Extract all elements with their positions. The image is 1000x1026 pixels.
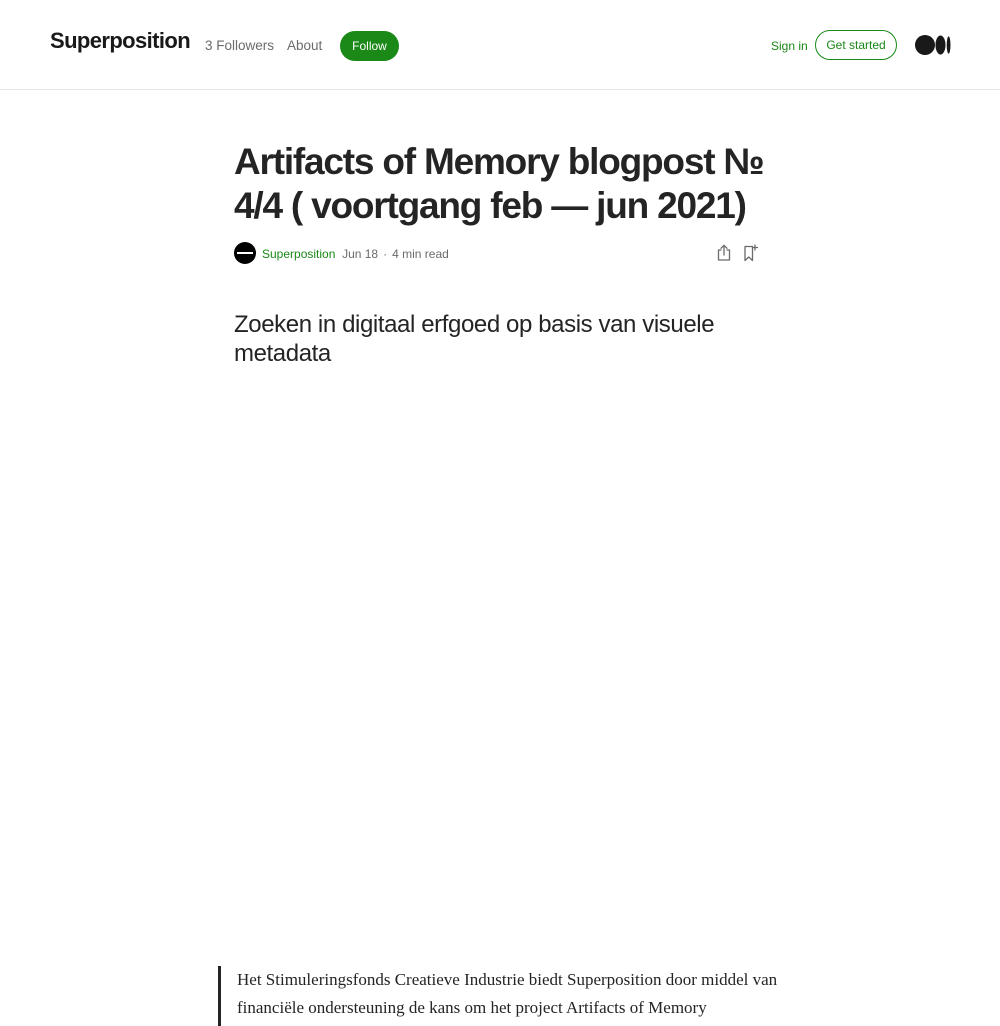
article-image [234, 390, 774, 930]
get-started-button[interactable]: Get started [815, 30, 897, 60]
sign-in-link[interactable]: Sign in [771, 39, 808, 53]
article-blockquote: Het Stimuleringsfonds Creatieve Industrie biedt Superposition door middel van financiële ondersteuning de kans om het project Artifacts of Memory [218, 966, 778, 1026]
followers-link[interactable]: 3 Followers [205, 38, 275, 53]
article-subtitle: Zoeken in digitaal erfgoed op basis van visuele metadata [234, 311, 715, 367]
read-time: 4 min read [392, 247, 449, 261]
bookmark-icon[interactable] [741, 244, 759, 262]
avatar-wordmark [237, 252, 253, 254]
top-navigation-bar [0, 0, 1000, 90]
author-name-link[interactable]: Superposition [262, 247, 336, 261]
byline-separator: · [383, 247, 388, 261]
about-link[interactable]: About [287, 38, 323, 53]
share-icon[interactable] [715, 244, 733, 262]
article-title: Artifacts of Memory blogpost № 4/4 ( voortgang feb — jun 2021) [234, 141, 764, 226]
medium-logo-icon[interactable] [915, 34, 951, 56]
author-avatar[interactable] [234, 242, 256, 264]
publish-date: Jun 18 [342, 247, 379, 261]
publication-name[interactable]: Superposition [50, 28, 191, 53]
article-byline [262, 247, 449, 261]
follow-button[interactable]: Follow [340, 31, 399, 61]
